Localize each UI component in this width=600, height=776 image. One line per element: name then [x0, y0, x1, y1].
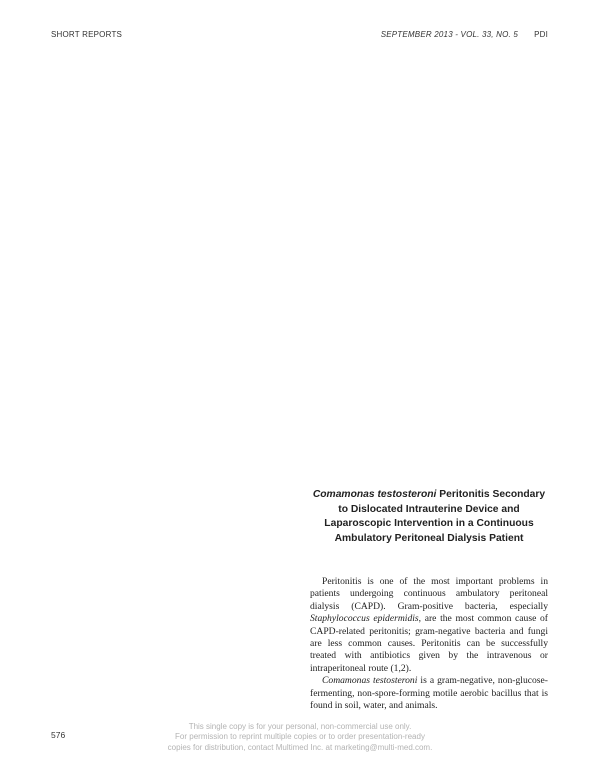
para1-text-b: , are the most common cause of CAPD-related peritonitis; gram-negative bacteria and fungi are less common causes. Peritonitis can be successfully treated with antibiotics given by the intravenous or intraperitoneal route (1,2). [310, 613, 548, 674]
para2-text: is a gram-negative, non-glucose-fermenting, non-spore-forming motile aerobic bacillus that is found in soil, water, and animals. [310, 675, 548, 712]
paragraph-1 [310, 576, 548, 675]
title-species: Comamonas testosteroni [312, 489, 437, 500]
issue-info [381, 30, 548, 39]
para2-species: Comamonas testosteroni [322, 675, 418, 687]
notice-line-3: copies for distribution, contact Multimed Inc. at marketing@multi-med.com. [167, 742, 433, 752]
paragraph-2 [310, 675, 548, 712]
article-title [310, 488, 548, 546]
section-label: SHORT REPORTS [51, 30, 123, 39]
journal-abbrev: PDI [534, 30, 548, 39]
issue-date-volume: SEPTEMBER 2013 - VOL. 33, NO. 5 [380, 30, 519, 39]
para1-text-a: Peritonitis is one of the most important problems in patients undergoing continuous ambulatory peritoneal dialysis (CAPD). Gram-positive bacteria, especially [310, 576, 548, 612]
article-body [310, 576, 548, 712]
copyright-notice [100, 722, 500, 753]
notice-line-2: For permission to reprint multiple copies or to order presentation-ready [175, 732, 425, 742]
para1-species: Staphylococcus epidermidis [310, 613, 419, 625]
title-rest: Peritonitis Secondary to Dislocated Intrauterine Device and Laparoscopic Intervention in a Continuous Ambulatory Peritoneal Dialysis Patient [324, 489, 546, 544]
notice-line-1: This single copy is for your personal, non-commercial use only. [188, 722, 412, 731]
page-number: 576 [51, 730, 66, 740]
